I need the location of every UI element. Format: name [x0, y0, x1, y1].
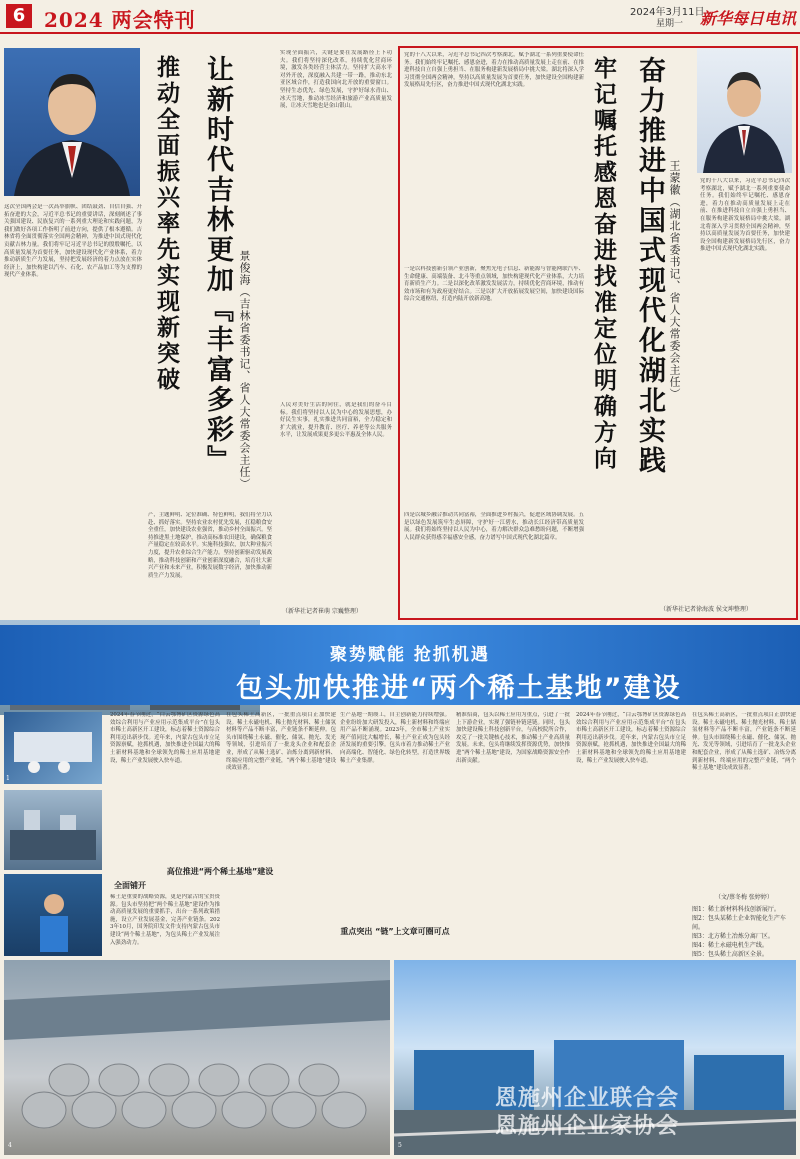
baotou-intro: 2024年春节刚过，“白云鄂博矿区资源绿色高效综合利用与产业应用示范集成平台”在包头市稀土高新区开工建设，标志着稀土资源综合利用迈出新步伐。近年来，内蒙古包头市立足资源禀赋，抢抓机遇，加快推进全国最大的稀土新材料基地和全球领先的稀土应用基地建设，稀土产业发展驶入快车道。	[110, 712, 220, 764]
watermark-line-2: 恩施州企业家协会	[495, 1114, 680, 1139]
photo-1	[4, 712, 102, 784]
photo-4	[4, 960, 390, 1155]
baotou-subhead-1: 高位推进“两个稀土基地”建设	[166, 867, 274, 876]
portrait-figure-icon	[4, 48, 140, 196]
worker-icon	[4, 874, 102, 956]
caption-5: 图5：包头稀土高新区全景。	[692, 951, 768, 958]
right-author: 王蒙徽（湖北省委书记、省人大常委会主任）	[668, 160, 681, 400]
left-headline-sub: 推动全面振兴率先实现新突破	[153, 55, 180, 393]
photo-1-number: 1	[6, 775, 10, 782]
left-body-4: 人民对美好生活的向往，就是我们的奋斗目标。我们将坚持以人民为中心的发展思想，办好民生实事，扎实推进共同富裕，全力稳定和扩大就业，提升教育、医疗、养老等公共服务水平，让发展成果更多更公平惠及全体人民。	[280, 402, 392, 439]
right-headline-main: 奋力推进中国式现代化湖北实践	[634, 56, 665, 476]
production-line-icon	[4, 790, 102, 870]
left-headline-main: 让新时代吉林更加『丰富多彩』	[202, 55, 233, 475]
photo-3	[4, 874, 102, 956]
watermark-line-1: 恩施州企业联合会	[495, 1086, 680, 1111]
issue-weekday: 星期一	[656, 19, 684, 29]
caption-1: 图1：稀土新材料科技创新展厅。	[692, 906, 780, 913]
caption-3: 图3：北方稀土冶炼分离厂区。	[692, 933, 774, 940]
baotou-subhead-2: 全面铺开	[114, 881, 146, 890]
right-headline-sub: 牢记嘱托感恩奋进找准定位明确方向	[590, 56, 617, 472]
page-number: 6	[6, 4, 32, 28]
warehouse-coils-icon	[4, 960, 390, 1155]
baotou-col-6: 在包头稀土高新区，一批重点项目正加快建设。稀土永磁电机、稀土抛光材料、稀土储氢材料等产品不断丰富，产业链条不断延伸。包头市围绕稀土永磁、催化、储氢、抛光、发光等领域，引进培育了一批龙头企业和配套企业，形成了从稀土选矿、冶炼分离到新材料、终端应用的完整产业链，“两个稀土基地”建设成效显著。	[692, 712, 796, 772]
left-body-2: 产，主题鲜明、定位准确、特色鲜明，我们将全力以赴、抓好落实。坚持农业农村优先发展，扛稳粮食安全重任，加快建设农业强省，推动乡村全面振兴。坚持推进黑土地保护，推动高标准农田建设，确保粮食产量稳定在较高水平。实施科技强农，加大种业振兴力度，提升农业综合生产能力。坚持创新驱动发展战略，推动科技创新和产业创新深度融合，培育壮大新兴产业和未来产业，积极发展数字经济，加快推动新质生产力发展。	[148, 512, 272, 579]
baotou-col-2: 在包头稀土高新区，一批重点项目正加快建设。稀土永磁电机、稀土抛光材料、稀土储氢材料等产品不断丰富，产业链条不断延伸。包头市围绕稀土永磁、催化、储氢、抛光、发光等领域，引进培育了一批龙头企业和配套企业，形成了从稀土选矿、冶炼分离到新材料、终端应用的完整产业链，“两个稀土基地”建设成效显著。	[226, 712, 336, 772]
portrait-right	[697, 48, 792, 173]
section-title: 2024 两会特刊	[44, 8, 196, 32]
issue-date: 2024年3月11日	[630, 7, 705, 18]
baotou-col-4: 精准招商，包头以稀土应用为重点，引进了一批上下游企业，实现了强链补链延链。同时，包头加快建设稀土科技创新平台，与高校院所合作，攻克了一批关键核心技术，推动稀土产业高质量发展。未来，包头将继续发挥资源优势，加快推进“两个稀土基地”建设，为国家战略资源安全作出新贡献。	[456, 712, 570, 764]
baotou-subhead-3: 重点突出 “链”上文章可圈可点	[340, 927, 450, 936]
baotou-col-5: 2024年春节刚过，“白云鄂博矿区资源绿色高效综合利用与产业应用示范集成平台”在包头市稀土高新区开工建设，标志着稀土资源综合利用迈出新步伐。近年来，内蒙古包头市立足资源禀赋，抢抓机遇，加快推进全国最大的稀土新材料基地和全球领先的稀土应用基地建设，稀土产业发展驶入快车道。	[576, 712, 686, 764]
left-author: 景俊海（吉林省委书记、省人大常委会主任）	[238, 250, 251, 490]
left-credit: （新华社记者崔萌 宗巍整理）	[282, 608, 362, 615]
right-credit: （新华社记者徐海波 侯文坤整理）	[660, 606, 752, 613]
newspaper-brand: 新华每日电讯	[700, 9, 797, 28]
right-body-2: 一是以科技创新引领产业创新，聚焦光电子信息、新能源与智能网联汽车、生命健康、高端装备、北斗等重点领域，加快构建现代化产业体系，大力培育新质生产力。二是以深化改革激发发展活力，持续优化营商环境，推动有效市场和有为政府更好结合。三是以扩大开放拓展发展空间，加快建设国际综合交通枢纽，打造内陆开放新高地。	[404, 266, 584, 303]
caption-4: 图4：稀土永磁电机生产线。	[692, 942, 768, 949]
watermark	[495, 1085, 679, 1141]
baotou-col-3: 生产基地一期竣工，自主创新能力持续增强。企业纷纷加大研发投入，稀土新材料和终端应用产品不断涌现。2023年，全市稀土产业实现产值同比大幅增长，稀土产业正成为包头经济发展的重要引擎。包头市着力推动稀土产业向高端化、智能化、绿色化转型，打造世界级稀土产业集群。	[340, 712, 450, 764]
photo-4-number: 4	[8, 1142, 12, 1149]
workers-icon	[4, 712, 102, 784]
baotou-credit: （文/蔡冬梅 张婷婷）	[715, 894, 773, 901]
caption-2: 图2：包头某稀土企业智能化生产车间。	[692, 915, 786, 931]
left-body-1: 这次全国两会是一次高举旗帜、团结鼓劲、自信自强、开拓奋进的大会，习近平总书记的重要讲话，深刻阐述了事关强国建设、民族复兴的一系列重大理论和实践问题，为我们做好各项工作指明了前进方向，提供了根本遵循。吉林省将全面贯彻落实全国两会精神，为推进中国式现代化贡献吉林力量。我们将牢记习近平总书记的殷殷嘱托，以高质量发展为首要任务，加快建设现代化产业体系，着力推动新质生产力发展，坚持把发展经济的着力点放在实体经济上，加快构建以汽车、石化、农产品加工等为支撑的现代产业体系。	[4, 204, 142, 279]
right-body-4: 党的十八大以来，习近平总书记四次考察湖北，赋予湖北一系列重要使命任务。我们始终牢记嘱托、感恩奋进，着力在推动高质量发展上走在前、在推进科技自立自强上勇担当、在服务构建新发展格局中挑大梁。湖北将深入学习贯彻全国两会精神，坚持以高质量发展为首要任务，加快建设全国构建新发展格局先行区，奋力推进中国式现代化湖北实践。	[700, 178, 790, 253]
banner-subtitle: 聚势赋能 抢抓机遇	[330, 645, 490, 665]
photo-2	[4, 790, 102, 870]
photo-captions	[692, 904, 796, 958]
right-body-3: 四是以城乡融合推动共同富裕，全面推进乡村振兴，促进区域协调发展。五是以绿色发展筑牢生态屏障，守护好一江碧水，推动长江经济带高质量发展。我们将始终坚持以人民为中心，着力解决群众急难愁盼问题，不断增强人民群众获得感幸福感安全感，奋力谱写中国式现代化湖北篇章。	[404, 512, 584, 541]
portrait-figure-icon	[697, 48, 792, 173]
left-body-3: 实现全面振兴，关键是要在发展路径上下功夫。我们将坚持深化改革，持续优化营商环境，激发各类经营主体活力。坚持扩大高水平对外开放，深度融入共建一带一路，推动东北亚区域合作，打造我国向北开放的重要窗口。坚持生态优先、绿色发展，守护好绿水青山、冰天雪地，推动冰雪经济和旅游产业高质量发展，让冰天雪地也是金山银山。	[280, 50, 392, 110]
banner-title: 包头加快推进“两个稀土基地”建设	[236, 673, 682, 704]
photo-5-number: 5	[398, 1142, 402, 1149]
portrait-left	[4, 48, 140, 196]
baotou-col-1: 稀土是重要的战略资源，更是内蒙古的宝贵资源。包头市坚持把“两个稀土基地”建设作为推动高质量发展的重要抓手，出台一系列政策措施，设立产业发展基金，完善产业链条。2023年10月，国务院印发文件支持内蒙古包头市建设“两个稀土基地”，为包头稀土产业发展注入强劲动力。	[110, 894, 220, 946]
right-body-1: 党的十八大以来，习近平总书记四次考察湖北，赋予湖北一系列重要使命任务。我们始终牢记嘱托、感恩奋进，着力在推动高质量发展上走在前、在推进科技自立自强上勇担当、在服务构建新发展格局中挑大梁。湖北将深入学习贯彻全国两会精神，坚持以高质量发展为首要任务，加快建设全国构建新发展格局先行区，奋力推进中国式现代化湖北实践。	[404, 52, 584, 89]
